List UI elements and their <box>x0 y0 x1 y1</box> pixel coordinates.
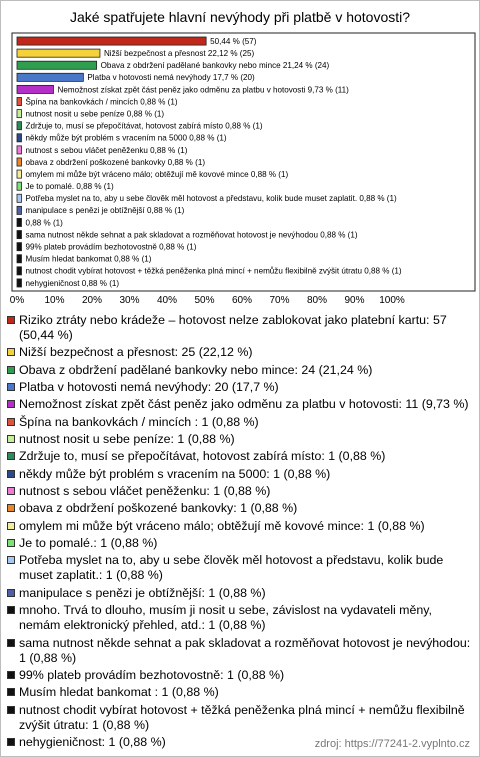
bar-10 <box>17 146 22 154</box>
x-tick-label: 60% <box>231 295 253 306</box>
bar-label-15: manipulace s penězi je obtížnější 0,88 % (1) <box>25 206 185 216</box>
legend <box>6 313 474 752</box>
x-tick-label: 90% <box>344 295 365 306</box>
bar-label-18: 99% plateb provádím bezhotovostně 0,88 % (1) <box>25 242 197 252</box>
source-link[interactable]: zdroj: https://77241-2.vyplnto.cz <box>314 738 470 750</box>
legend-label: mnoho. Trvá to dlouho, musím ji nosit u sebe, závislost na vydavateli měny, nemám elektronický přehled, atd.: 1 (0,88 %) <box>19 603 432 633</box>
legend-item <box>6 467 474 482</box>
x-tick-label: 30% <box>119 295 140 306</box>
bar-label-7: nutnost nosit u sebe peníze 0,88 % (1) <box>25 109 165 119</box>
bar-8 <box>17 122 22 130</box>
bar-label-16: 0,88 % (1) <box>25 218 63 228</box>
legend-swatch <box>7 504 15 512</box>
legend-swatch <box>7 366 15 374</box>
legend-label: nutnost chodit vybírat hotovost + těžká peněženka plná mincí + nemůžu flexibilně zvýšit útratu: 1 (0,88 %) <box>19 702 465 732</box>
x-tick-label: 50% <box>194 295 215 306</box>
x-tick-label: 40% <box>156 295 178 306</box>
bar-3 <box>17 61 97 69</box>
legend-label: Riziko ztráty nebo krádeže – hotovost nelze zablokovat jako platební kartu: 57 (50,44 %) <box>19 313 447 342</box>
bar-11 <box>17 158 22 166</box>
legend-item <box>6 501 474 516</box>
legend-label: Platba v hotovosti nemá nevýhody: 20 (17,7 %) <box>19 380 279 395</box>
x-tick-label: 100% <box>379 295 405 306</box>
legend-swatch <box>7 383 15 391</box>
bar-label-12: omylem mi může být vráceno málo; obtěžují mě kovové mince 0,88 % (1) <box>25 169 289 179</box>
legend-swatch <box>7 688 15 696</box>
legend-item <box>6 345 474 360</box>
legend-label: Potřeba myslet na to, aby u sebe člověk měl hotovost a představu, kolik bude muset zaplatit.: 1 (0,88 %) <box>19 553 444 583</box>
bar-label-10: nutnost s sebou vláčet peněženku 0,88 % (1) <box>25 145 188 155</box>
bar-9 <box>17 134 22 142</box>
legend-label: omylem mi může být vráceno málo; obtěžují mě kovové mince: 1 (0,88 %) <box>19 518 425 533</box>
x-tick-label: 10% <box>44 295 65 306</box>
legend-item <box>6 536 474 551</box>
legend-swatch <box>7 589 15 597</box>
bar-label-9: někdy může být problém s vracením na 5000 0,88 % (1) <box>25 133 227 143</box>
legend-item <box>6 415 474 430</box>
legend-item <box>6 449 474 464</box>
legend-label: Zdržuje to, musí se přepočítávat, hotovost zabírá místo: 1 (0,88 %) <box>19 449 386 464</box>
legend-item <box>6 380 474 395</box>
legend-item <box>6 397 474 412</box>
bar-6 <box>17 97 22 105</box>
legend-label: 99% plateb provádím bezhotovostně: 1 (0,88 %) <box>19 667 285 682</box>
legend-swatch <box>7 522 15 530</box>
bar-label-17: sama nutnost někde sehnat a pak skladovat a rozměňovat hotovost je nevýhodou 0,88 % (1) <box>25 230 358 240</box>
bar-label-4: Platba v hotovosti nemá nevýhody 17,7 % (20) <box>87 73 255 83</box>
legend-item <box>6 313 474 343</box>
legend-label: obava z obdržení poškozené bankovky: 1 (0,88 %) <box>19 501 298 516</box>
legend-swatch <box>7 639 15 647</box>
bar-label-11: obava z obdržení poškozené bankovky 0,88 % (1) <box>25 157 206 167</box>
bar-20 <box>17 267 22 275</box>
bar-chart <box>0 0 480 310</box>
bar-19 <box>17 255 22 263</box>
legend-item <box>6 519 474 534</box>
legend-swatch <box>7 435 15 443</box>
bar-label-1: 50,44 % (57) <box>210 36 257 46</box>
legend-swatch <box>7 487 15 495</box>
x-tick-label: 20% <box>81 295 103 306</box>
legend-item <box>6 553 474 583</box>
bar-label-14: Potřeba myslet na to, aby u sebe člověk měl hotovost a představu, kolik bude muset zaplatit. 0,88 % (1) <box>25 194 397 204</box>
legend-item <box>6 363 474 378</box>
legend-label: Je to pomalé.: 1 (0,88 %) <box>19 536 158 551</box>
legend-item <box>6 432 474 447</box>
legend-label: nehygieničnost: 1 (0,88 %) <box>19 734 166 749</box>
x-tick-label: 0% <box>9 295 25 306</box>
legend-swatch <box>7 556 15 564</box>
legend-label: Musím hledat bankomat : 1 (0,88 %) <box>19 685 219 700</box>
bar-label-13: Je to pomalé. 0,88 % (1) <box>25 182 114 192</box>
bar-2 <box>17 49 100 57</box>
bar-label-3: Obava z obdržení padělané bankovky nebo mince 21,24 % (24) <box>100 61 330 71</box>
legend-label: nutnost nosit u sebe peníze: 1 (0,88 %) <box>19 432 235 447</box>
legend-label: nutnost s sebou vláčet peněženku: 1 (0,88 %) <box>19 484 271 499</box>
bar-18 <box>17 243 22 251</box>
bar-1 <box>17 37 206 45</box>
bar-16 <box>17 218 22 226</box>
legend-item <box>6 685 474 700</box>
bar-label-2: Nižší bezpečnost a přesnost 22,12 % (25) <box>103 48 255 58</box>
bar-12 <box>17 170 22 178</box>
legend-swatch <box>7 706 15 714</box>
legend-label: někdy může být problém s vracením na 5000: 1 (0,88 %) <box>19 466 331 481</box>
bar-label-5: Nemožnost získat zpět část peněz jako odměnu za platbu v hotovosti 9,73 % (11) <box>57 85 349 95</box>
bar-label-21: nehygieničnost 0,88 % (1) <box>25 278 120 288</box>
legend-swatch <box>7 348 15 356</box>
legend-swatch <box>7 452 15 460</box>
legend-swatch <box>7 671 15 679</box>
legend-item <box>6 586 474 601</box>
legend-label: sama nutnost někde sehnat a pak skladovat a rozměňovat hotovost je nevýhodou: 1 (0,88 %) <box>19 635 471 665</box>
x-tick-label: 70% <box>269 295 290 306</box>
legend-swatch <box>7 606 15 614</box>
legend-item <box>6 668 474 683</box>
x-tick-label: 80% <box>306 295 328 306</box>
legend-label: manipulace s penězi je obtížnější: 1 (0,88 %) <box>19 585 266 600</box>
bar-4 <box>17 73 83 81</box>
bar-label-20: nutnost chodit vybírat hotovost + těžká peněženka plná mincí + nemůžu flexibilně zvýšit útratu 0,88 % (1) <box>25 266 402 276</box>
legend-item <box>6 603 474 633</box>
chart-title: Jaké spatřujete hlavní nevýhody při platbě v hotovosti? <box>69 9 411 25</box>
bar-13 <box>17 182 22 190</box>
bar-7 <box>17 110 22 118</box>
legend-label: Obava z obdržení padělané bankovky nebo mince: 24 (21,24 %) <box>19 362 373 377</box>
bar-label-6: Špína na bankovkách / mincích 0,88 % (1) <box>25 97 178 107</box>
legend-item <box>6 703 474 733</box>
legend-swatch <box>7 470 15 478</box>
bar-14 <box>17 194 22 202</box>
legend-swatch <box>7 539 15 547</box>
legend-item <box>6 484 474 499</box>
legend-label: Špína na bankovkách / mincích : 1 (0,88 %) <box>19 414 259 429</box>
legend-swatch <box>7 316 15 324</box>
legend-swatch <box>7 418 15 426</box>
bar-label-8: Zdržuje to, musí se přepočítávat, hotovost zabírá místo 0,88 % (1) <box>25 121 263 131</box>
legend-swatch <box>7 400 15 408</box>
legend-item <box>6 636 474 666</box>
legend-label: Nižší bezpečnost a přesnost: 25 (22,12 %) <box>19 345 253 360</box>
bar-21 <box>17 279 22 287</box>
bar-17 <box>17 231 22 239</box>
bar-15 <box>17 206 22 214</box>
bar-label-19: Musím hledat bankomat 0,88 % (1) <box>25 254 152 264</box>
bar-5 <box>17 85 53 93</box>
legend-swatch <box>7 738 15 746</box>
legend-label: Nemožnost získat zpět část peněz jako odměnu za platbu v hotovosti: 11 (9,73 %) <box>19 397 469 412</box>
